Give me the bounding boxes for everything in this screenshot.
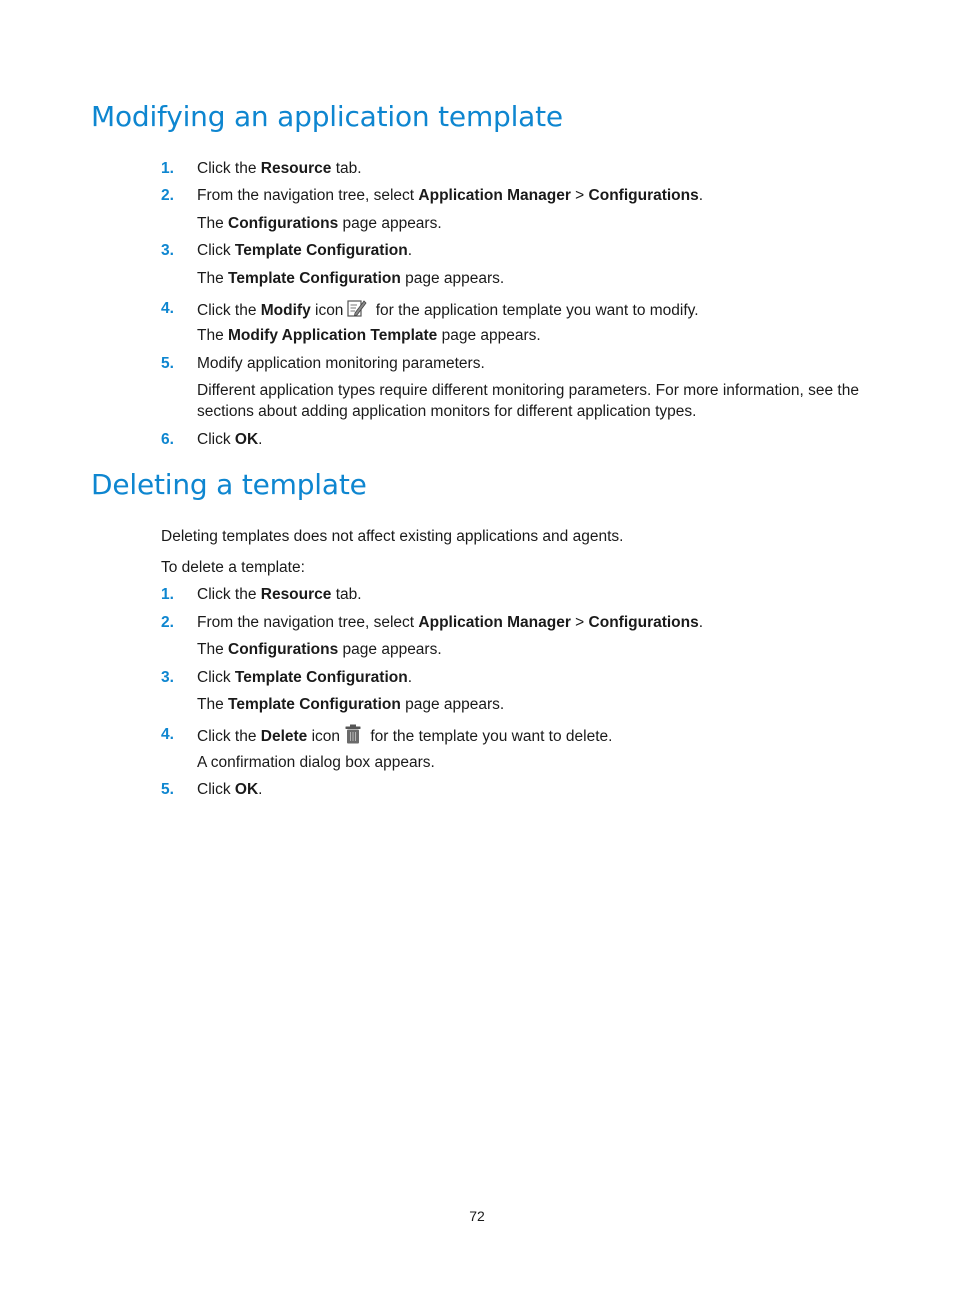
intro-text: To delete a template: [161,559,305,576]
step-text: Click the Delete icon for the template you want to delete. [197,724,612,747]
step-text: Click the Resource tab. [197,160,362,177]
step-text: From the navigation tree, select Application Manager > Configurations. [197,614,704,631]
step-text: Modify application monitoring parameters. [197,355,485,372]
modify-icon [347,298,367,318]
step-number: 1. [161,586,174,603]
step-number: 6. [161,431,174,448]
step-number: 2. [161,187,174,204]
section-title-delete: Deleting a template [91,468,367,501]
step-text: Click OK. [197,781,263,798]
step-text: Click OK. [197,431,263,448]
step-number: 5. [161,781,174,798]
page-number: 72 [469,1208,485,1224]
step-number: 4. [161,726,174,743]
step-text: Click the Resource tab. [197,586,362,603]
step-result: The Configurations page appears. [197,215,442,232]
step-number: 4. [161,300,174,317]
step-text: Click Template Configuration. [197,669,412,686]
step-result: Different application types require different monitoring parameters. For more information, see the sections about adding application monitors for different application types. [197,382,859,420]
step-number: 2. [161,614,174,631]
section-title-modify: Modifying an application template [91,100,563,133]
step-number: 3. [161,242,174,259]
step-result: The Configurations page appears. [197,641,442,658]
step-result: The Template Configuration page appears. [197,270,505,287]
step-text: From the navigation tree, select Application Manager > Configurations. [197,187,704,204]
step-number: 3. [161,669,174,686]
step-number: 1. [161,160,174,177]
step-number: 5. [161,355,174,372]
step-result: A confirmation dialog box appears. [197,754,435,771]
step-result: The Modify Application Template page appears. [197,327,541,344]
step-text: Click Template Configuration. [197,242,412,259]
step-text: Click the Modify icon for the application template you want to modify. [197,298,699,321]
trash-icon [344,724,362,744]
intro-text: Deleting templates does not affect existing applications and agents. [161,528,624,545]
step-result: The Template Configuration page appears. [197,696,505,713]
